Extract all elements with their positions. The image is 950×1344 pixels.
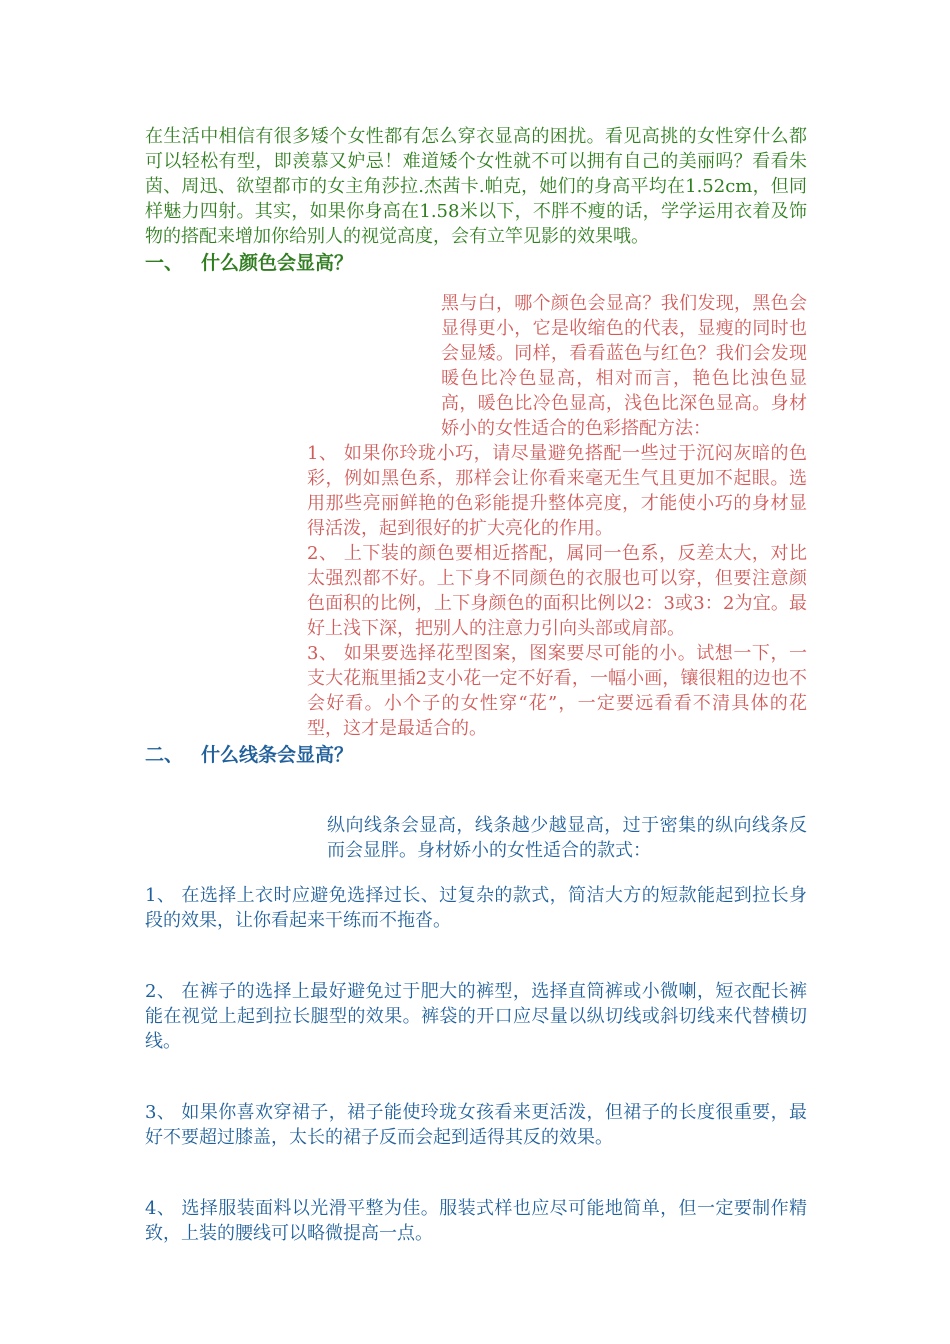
section-2-lead: 纵向线条会显高，线条越少越显高，过于密集的纵向线条反而会显胖。身材娇小的女性适合的款式： — [327, 815, 807, 861]
spacer — [145, 1150, 807, 1196]
spacer — [145, 863, 807, 883]
section-2-item-3: 3、 如果你喜欢穿裙子，裙子能使玲珑女孩看来更活泼，但裙子的长度很重要，最好不要超过膝盖，太长的裙子反而会起到适得其反的效果。 — [145, 1102, 807, 1148]
section-1-title: 什么颜色会显高？ — [201, 252, 354, 274]
spacer — [145, 277, 807, 291]
section-2-number: 二、 — [145, 744, 184, 766]
section-2-title: 什么线条会显高？ — [201, 744, 354, 766]
spacer — [145, 769, 807, 813]
spacer — [145, 933, 807, 979]
section-2-item-2: 2、 在裤子的选择上最好避免过于肥大的裤型，选择直筒裤或小微喇，短衣配长裤能在视觉上起到拉长腿型的效果。裤袋的开口应尽量以纵切线或斜切线来代替横切线。 — [145, 981, 807, 1052]
section-1-item-3: 3、 如果要选择花型图案，图案要尽可能的小。试想一下，一支大花瓶里插2支小花一定不好看，一幅小画，镶很粗的边也不会好看。小个子的女性穿“花”，一定要远看看不清具体的花型，这才是最适合的。 — [307, 643, 807, 739]
document-page — [145, 124, 807, 1246]
section-1-number: 一、 — [145, 252, 184, 274]
section-1-lead: 黑与白，哪个颜色会显高？我们发现，黑色会显得更小，它是收缩色的代表，显瘦的同时也会显矮。同样，看看蓝色与红色？我们会发现暖色比冷色显高，相对而言，艳色比浊色显高，暖色比冷色显高，浅色比深色显高。身材娇小的女性适合的色彩搭配方法： — [441, 293, 807, 439]
section-1-heading — [145, 249, 807, 277]
section-2-heading — [145, 741, 807, 769]
section-1-item-2: 2、 上下装的颜色要相近搭配，属同一色系，反差太大，对比太强烈都不好。上下身不同颜色的衣服也可以穿，但要注意颜色面积的比例，上下身颜色的面积比例以2：3或3：2为宜。最好上浅下深，把别人的注意力引向头部或肩部。 — [307, 543, 807, 639]
spacer — [145, 1054, 807, 1100]
intro-paragraph: 在生活中相信有很多矮个女性都有怎么穿衣显高的困扰。看见高挑的女性穿什么都可以轻松有型，即羡慕又妒忌！难道矮个女性就不可以拥有自己的美丽吗？看看朱茵、周迅、欲望都市的女主角莎拉.杰茜卡.帕克，她们的身高平均在1.52cm，但同样魅力四射。其实，如果你身高在1.58米以下，不胖不瘦的话，学学运用衣着及饰物的搭配来增加你给别人的视觉高度，会有立竿见影的效果哦。 — [145, 126, 807, 247]
section-1-item-1: 1、 如果你玲珑小巧，请尽量避免搭配一些过于沉闷灰暗的色彩，例如黑色系，那样会让你看来毫无生气且更加不起眼。选用那些亮丽鲜艳的色彩能提升整体亮度，才能使小巧的身材显得活泼，起到很好的扩大亮化的作用。 — [307, 443, 807, 539]
section-2-item-4: 4、 选择服装面料以光滑平整为佳。服装式样也应尽可能地简单，但一定要制作精致，上装的腰线可以略微提高一点。 — [145, 1198, 807, 1244]
section-2-item-1: 1、 在选择上衣时应避免选择过长、过复杂的款式，简洁大方的短款能起到拉长身段的效果，让你看起来干练而不拖沓。 — [145, 885, 807, 931]
